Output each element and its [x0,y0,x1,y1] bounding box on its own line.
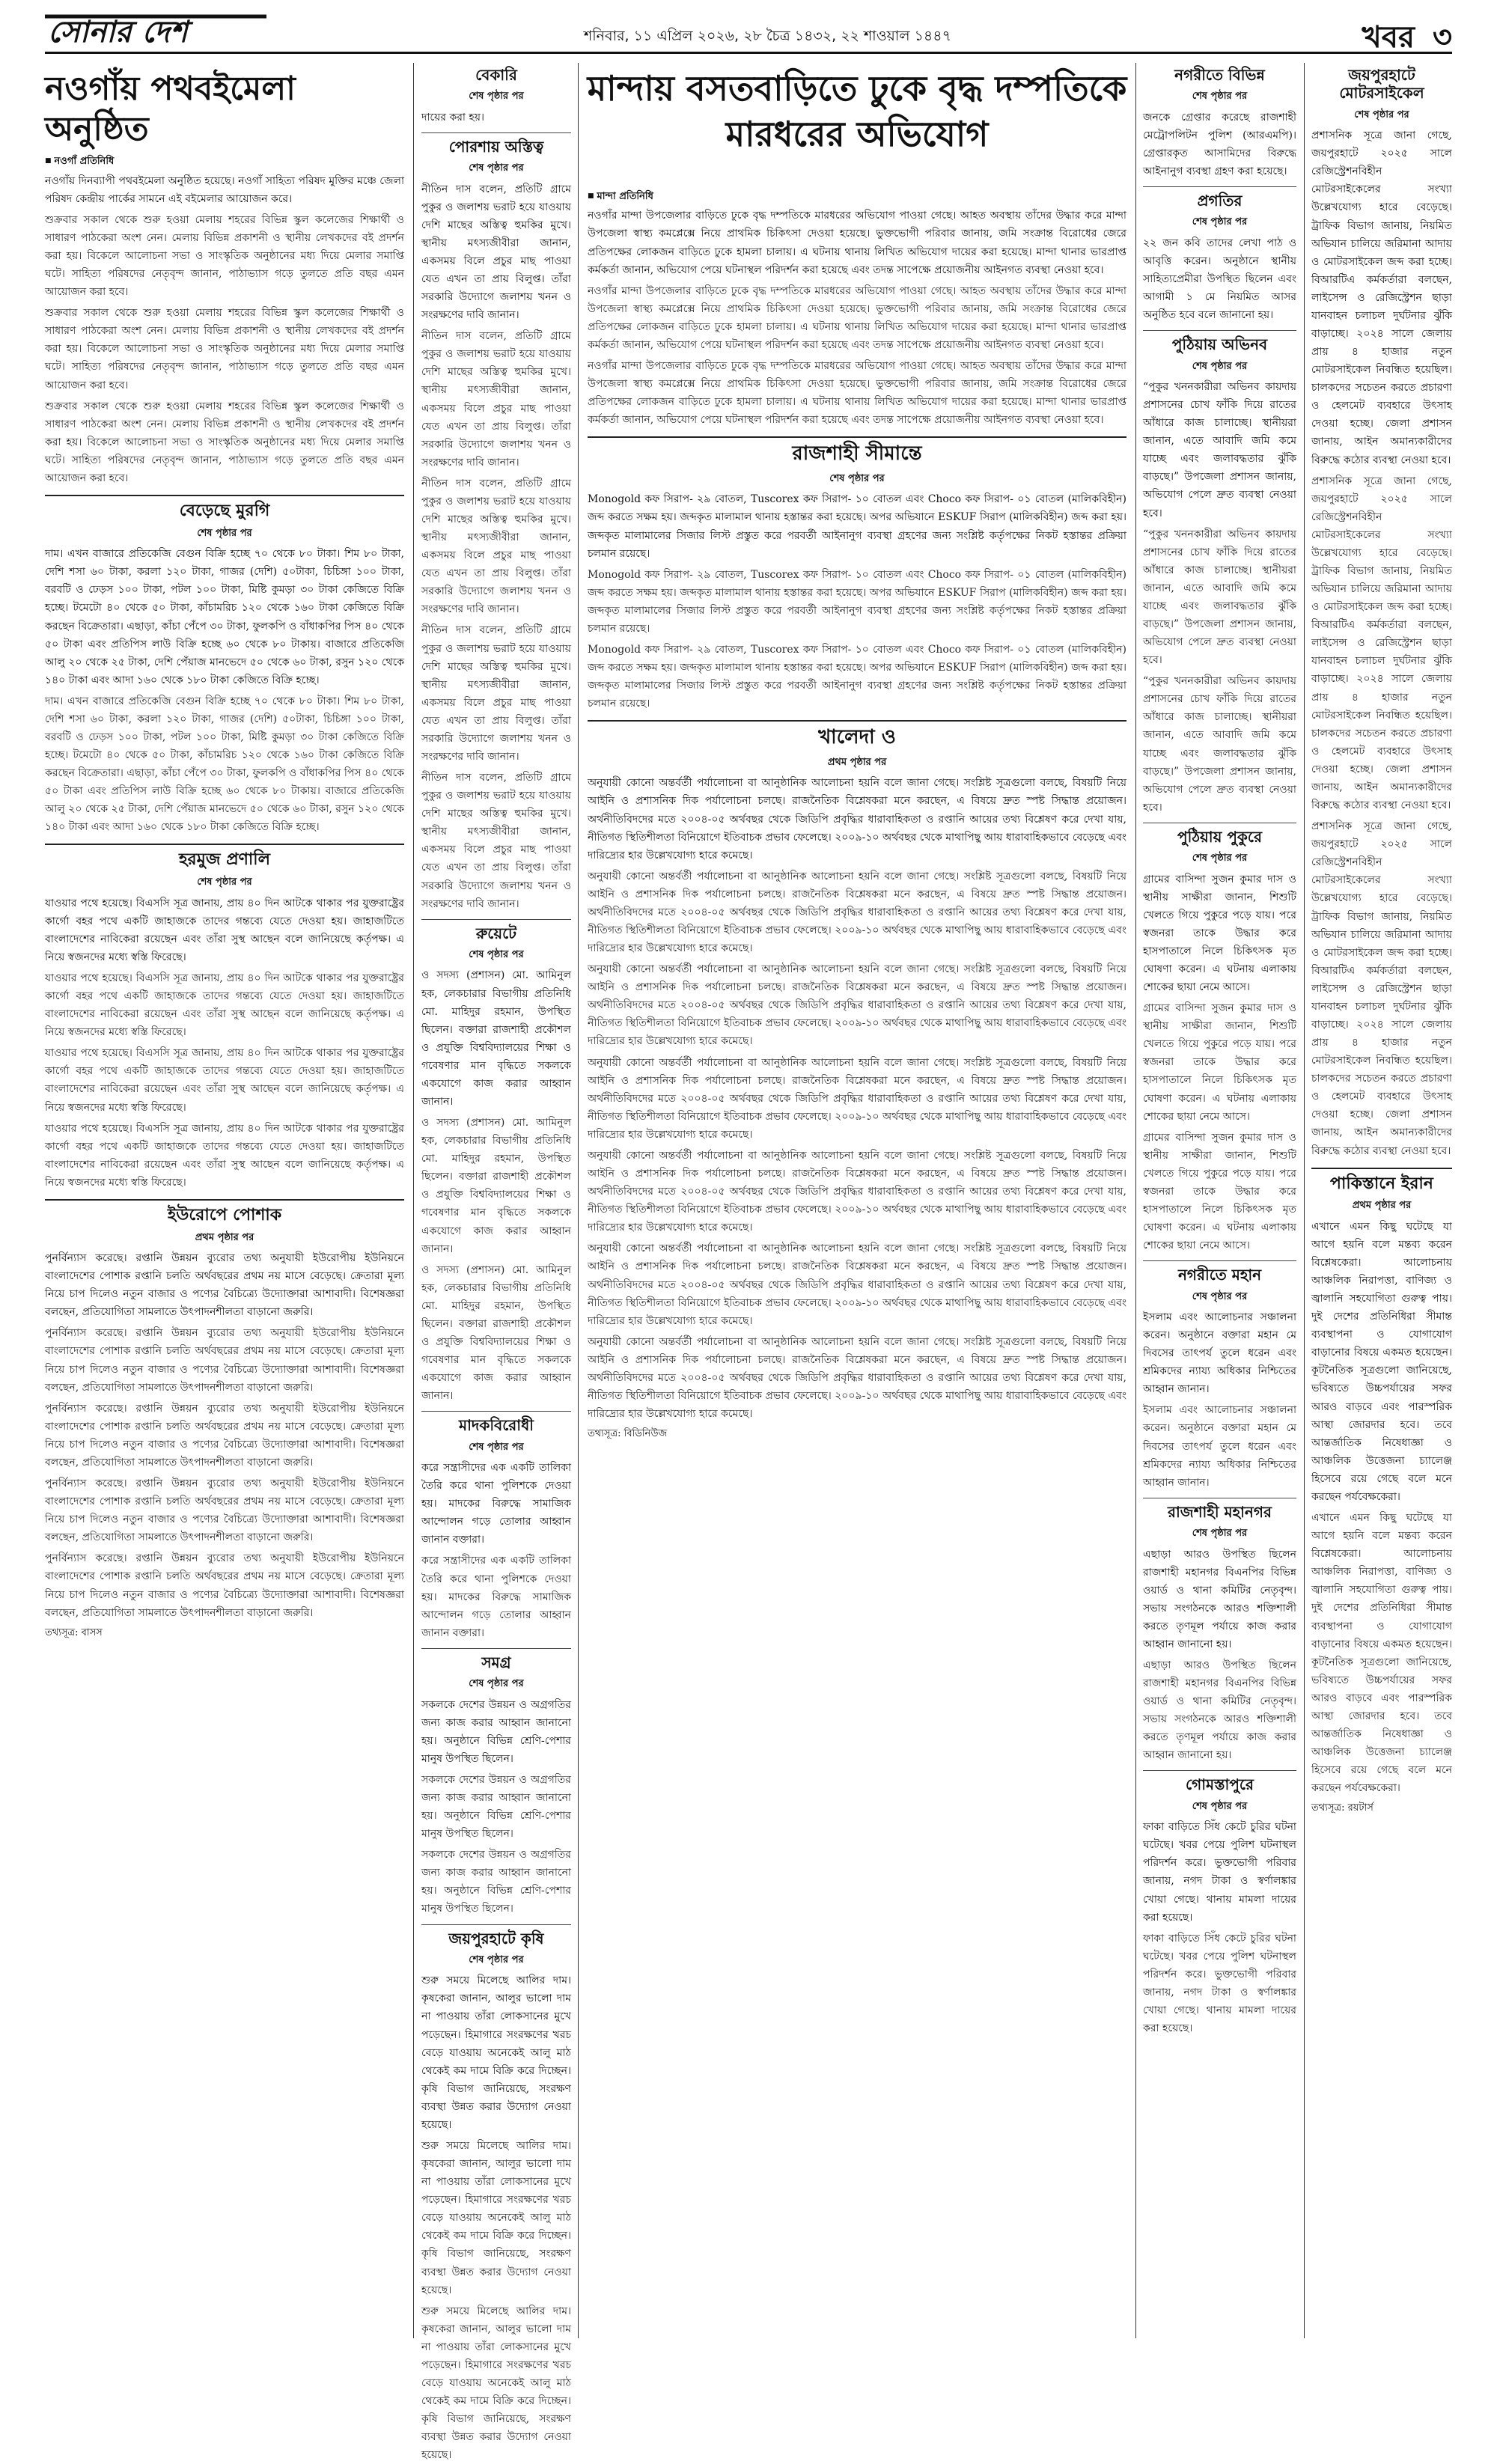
article-body: “পুকুর খননকারীরা অভিনব কায়দায় প্রশাসনের চোখ ফাঁকি দিয়ে রাতের আঁধারে কাজ চালাচ্ছে। স্থানীয়রা জানান, এতে আবাদি জমি কমে যাচ্ছে এবং জলাবদ্ধতার ঝুঁকি বাড়ছে।” উপজেলা প্রশাসন জানায়, অভিযোগ পেলে দ্রুত ব্যবস্থা নেওয়া হবে। [1143,380,1296,519]
article-body: সকলকে দেশের উন্নয়ন ও অগ্রগতির জন্য কাজ করার আহ্বান জানানো হয়। অনুষ্ঠানে বিভিন্ন শ্রেণি-পেশার মানুষ উপস্থিত ছিলেন। [421,1698,571,1765]
column-4 [1143,63,1296,2338]
article-body-continued: নীতিন দাস বলেন, প্রতিটি গ্রামে পুকুর ও জলাশয় ভরাট হয়ে যাওয়ায় দেশি মাছের অস্তিত্ব হুমকির মুখে। স্থানীয় মৎস্যজীবীরা জানান, একসময় বিলে প্রচুর মাছ পাওয়া যেত এখন তা প্রায় বিলুপ্ত। তাঁরা সরকারি উদ্যোগে জলাশয় খনন ও সংরক্ষণের দাবি জানান। [421,477,571,616]
continuation-note: শেষ পৃষ্ঠার পর [1192,1800,1248,1812]
article-body: দায়ের করা হয়। [421,111,485,123]
article-body-continued: গ্রামের বাসিন্দা সুজন কুমার দাস ও স্থানীয় সাক্ষীরা জানান, শিশুটি খেলতে গিয়ে পুকুরে পড়ে যায়। পরে স্বজনরা তাকে উদ্ধার করে হাসপাতালে নিলে চিকিৎসক মৃত ঘোষণা করেন। এ ঘটনায় এলাকায় শোকের ছায়া নেমে আসে। [1143,1002,1296,1123]
article-body-continued: শুরু সময়ে মিলেছে আলির দাম। কৃষকেরা জানান, আলুর ভালো দাম না পাওয়ায় তাঁরা লোকসানের মুখে পড়েছেন। হিমাগারে সংরক্ষণের খরচ বেড়ে যাওয়ায় অনেকেই আলু মাঠ থেকেই কম দামে বিক্রি করে দিচ্ছেন। কৃষি বিভাগ জানিয়েছে, সংরক্ষণ ব্যবস্থা উন্নত করার উদ্যোগ নেওয়া হয়েছে। [421,2140,571,2296]
section-divider [421,1648,571,1649]
article-body-continued: পুনর্বিন্যাস করেছে। রপ্তানি উন্নয়ন ব্যুরোর তথ্য অনুযায়ী ইউরোপীয় ইউনিয়নে বাংলাদেশের পোশাক রপ্তানি চলতি অর্থবছরের প্রথম নয় মাসে বেড়েছে। ক্রেতারা মূল্য নিয়ে চাপ দিলেও নতুন বাজার ও পণ্যের বৈচিত্র্যে উদ্যোক্তারা আশাবাদী। বিশেষজ্ঞরা বলছেন, প্রতিযোগিতা সামলাতে উৎপাদনশীলতা বাড়ানো জরুরি। [45,1552,404,1619]
article-body: প্রশাসনিক সূত্রে জানা গেছে, জয়পুরহাটে ২০২৫ সালে রেজিস্ট্রেশনবিহীন মোটরসাইকেলের সংখ্যা উল্লেখযোগ্য হারে বেড়েছে। ট্রাফিক বিভাগ জানায়, নিয়মিত অভিযান চালিয়ে জরিমানা আদায় ও মোটরসাইকেল জব্দ করা হচ্ছে। বিআরটিএ কর্মকর্তারা বলছেন, লাইসেন্স ও রেজিস্ট্রেশন ছাড়া যানবাহন চলাচল দুর্ঘটনার ঝুঁকি বাড়াচ্ছে। ২০২৪ সালে জেলায় প্রায় ৪ হাজার নতুন মোটরসাইকেল নিবন্ধিত হয়েছিল। চালকদের সচেতন করতে প্রচারণা ও হেলমেট ব্যবহারে উৎসাহ দেওয়া হচ্ছে। জেলা প্রশাসন জানায়, আইন অমান্যকারীদের বিরুদ্ধে কঠোর ব্যবস্থা নেওয়া হবে। [1311,129,1452,466]
article-headline-khaleda[interactable]: খালেদা ও [818,726,896,749]
logo-graphic [45,9,269,51]
article-body-continued: পুনর্বিন্যাস করেছে। রপ্তানি উন্নয়ন ব্যুরোর তথ্য অনুযায়ী ইউরোপীয় ইউনিয়নে বাংলাদেশের পোশাক রপ্তানি চলতি অর্থবছরের প্রথম নয় মাসে বেড়েছে। ক্রেতারা মূল্য নিয়ে চাপ দিলেও নতুন বাজার ও পণ্যের বৈচিত্র্যে উদ্যোক্তারা আশাবাদী। বিশেষজ্ঞরা বলছেন, প্রতিযোগিতা সামলাতে উৎপাদনশীলতা বাড়ানো জরুরি। [45,1327,404,1394]
article-body-continued: ইসলাম এবং আলোচনার সঞ্চালনা করেন। অনুষ্ঠানে বক্তারা মহান মে দিবসের তাৎপর্য তুলে ধরেন এবং শ্রমিকদের ন্যায্য অধিকার নিশ্চিতের আহ্বান জানান। [1143,1404,1296,1489]
article-body-continued: প্রশাসনিক সূত্রে জানা গেছে, জয়পুরহাটে ২০২৫ সালে রেজিস্ট্রেশনবিহীন মোটরসাইকেলের সংখ্যা উল্লেখযোগ্য হারে বেড়েছে। ট্রাফিক বিভাগ জানায়, নিয়মিত অভিযান চালিয়ে জরিমানা আদায় ও মোটরসাইকেল জব্দ করা হচ্ছে। বিআরটিএ কর্মকর্তারা বলছেন, লাইসেন্স ও রেজিস্ট্রেশন ছাড়া যানবাহন চলাচল দুর্ঘটনার ঝুঁকি বাড়াচ্ছে। ২০২৪ সালে জেলায় প্রায় ৪ হাজার নতুন মোটরসাইকেল নিবন্ধিত হয়েছিল। চালকদের সচেতন করতে প্রচারণা ও হেলমেট ব্যবহারে উৎসাহ দেওয়া হচ্ছে। জেলা প্রশাসন জানায়, আইন অমান্যকারীদের বিরুদ্ধে কঠোর ব্যবস্থা নেওয়া হবে। [1311,475,1452,812]
continuation-note: শেষ পৃষ্ঠার পর [1192,1290,1248,1302]
article-headline-murgi[interactable]: বেড়েছে মুরগি [179,501,270,521]
article-body-continued: Monogold কফ সিরাপ- ২৯ বোতল, Tuscorex কফ সিরাপ- ১০ বোতল এবং Choco কফ সিরাপ- ০১ বোতল (মালিকবিহীন) জব্দ করতে সক্ষম হয়। জব্দকৃত মালামাল থানায় হস্তান্তর করা হয়েছে। অপর অভিযানে ESKUF সিরাপ (মালিকবিহীন) জব্দ করা হয়। জব্দকৃত মালামালের সিজার লিস্ট প্রস্তুত করে পরবর্তী আইনানুগ ব্যবস্থা গ্রহণের জন্য সংশ্লিষ্ট কর্তৃপক্ষের নিকট হস্তান্তর প্রক্রিয়া চলমান রয়েছে। [588,568,1126,635]
article-body-continued: শুক্রবার সকাল থেকে শুরু হওয়া মেলায় শহরের বিভিন্ন স্কুল কলেজের শিক্ষার্থী ও সাধারণ পাঠকেরা অংশ নেন। মেলায় বিভিন্ন প্রকাশনী ও স্থানীয় লেখকদের বই প্রদর্শন করা হয়। বিকেলে আলোচনা সভা ও সাংস্কৃতিক অনুষ্ঠানের মধ্য দিয়ে মেলার সমাপ্তি ঘটে। সাহিত্য পরিষদের নেতৃবৃন্দ জানান, পাঠাভ্যাস গড়ে তুলতে প্রতি বছর এমন আয়োজন করা হবে। [45,307,404,391]
article-body: গ্রামের বাসিন্দা সুজন কুমার দাস ও স্থানীয় সাক্ষীরা জানান, শিশুটি খেলতে গিয়ে পুকুরে পড়ে যায়। পরে স্বজনরা তাকে উদ্ধার করে হাসপাতালে নিলে চিকিৎসক মৃত ঘোষণা করেন। এ ঘটনায় এলাকায় শোকের ছায়া নেমে আসে। [1143,873,1296,994]
article-body: নীতিন দাস বলেন, প্রতিটি গ্রামে পুকুর ও জলাশয় ভরাট হয়ে যাওয়ায় দেশি মাছের অস্তিত্ব হুমকির মুখে। স্থানীয় মৎস্যজীবীরা জানান, একসময় বিলে প্রচুর মাছ পাওয়া যেত এখন তা প্রায় বিলুপ্ত। তাঁরা সরকারি উদ্যোগে জলাশয় খনন ও সংরক্ষণের দাবি জানান। [421,183,571,322]
article-body-continued: নওগাঁর মান্দা উপজেলার বাড়িতে ঢুকে বৃদ্ধ দম্পতিকে মারধরের অভিযোগ পাওয়া গেছে। আহত অবস্থায় তাঁদের উদ্ধার করে মান্দা উপজেলা স্বাস্থ্য কমপ্লেক্সে নিয়ে প্রাথমিক চিকিৎসা দেওয়া হয়েছে। ভুক্তভোগী পরিবার জানায়, জমি সংক্রান্ত বিরোধের জেরে প্রতিপক্ষের লোকজন বাড়িতে ঢুকে হামলা চালায়। এ ঘটনায় থানায় লিখিত অভিযোগ দায়ের করা হয়েছে। মান্দা থানার ভারপ্রাপ্ত কর্মকর্তা জানান, অভিযোগ পেয়ে ঘটনাস্থল পরিদর্শন করা হয়েছে এবং তদন্ত সাপেক্ষে প্রয়োজনীয় আইনগত ব্যবস্থা নেওয়া হবে। [588,284,1126,351]
lead-headline[interactable]: মান্দায় বসতবাড়িতে ঢুকে বৃদ্ধ দম্পতিকে মারধরের অভিযোগ [587,68,1127,154]
article-body: করে সন্ত্রাসীদের এক একটি তালিকা তৈরি করে থানা পুলিশকে দেওয়া হয়। মাদকের বিরুদ্ধে সামাজিক আন্দোলন গড়ে তোলার আহ্বান জানান বক্তারা। [421,1462,571,1546]
page-number: ৩ [1432,20,1452,55]
article-headline-joypurhat-motorcycle[interactable]: জয়পুরহাটে মোটরসাইকেল [1339,66,1424,103]
section-divider [421,1924,571,1925]
article-body: শুক্রবার সকাল থেকে শুরু হওয়া মেলায় শহরের বিভিন্ন স্কুল কলেজের শিক্ষার্থী ও সাধারণ পাঠকেরা অংশ নেন। মেলায় বিভিন্ন প্রকাশনী ও স্থানীয় লেখকদের বই প্রদর্শন করা হয়। বিকেলে আলোচনা সভা ও সাংস্কৃতিক অনুষ্ঠানের মধ্য দিয়ে মেলার সমাপ্তি ঘটে। সাহিত্য পরিষদের নেতৃবৃন্দ জানান, পাঠাভ্যাস গড়ে তুলতে প্রতি বছর এমন আয়োজন করা হবে। [45,213,404,299]
article-headline-pothboimela[interactable]: নওগাঁয় পথবইমেলা অনুষ্ঠিত [45,70,296,148]
continuation-note: শেষ পৃষ্ঠার পর [829,473,885,485]
article-headline-porsha[interactable]: পোরশায় অস্তিত্ব [448,137,544,156]
continuation-note: শেষ পৃষ্ঠার পর [1192,1528,1248,1540]
continuation-note: শেষ পৃষ্ঠার পর [197,876,252,888]
article-byline: ■ নওগাঁ প্রতিনিধি [45,153,404,170]
section-divider [421,1411,571,1412]
article-body: ফাকা বাড়িতে সিঁধ কেটে চুরির ঘটনা ঘটেছে। খবর পেয়ে পুলিশ ঘটনাস্থল পরিদর্শন করে। ভুক্তভোগী পরিবার জানায়, নগদ টাকা ও স্বর্ণালঙ্কার খোয়া গেছে। থানায় মামলা দায়ের করা হয়েছে। [1143,1821,1296,1924]
article-source: তথ্যসূত্র: রয়টার্স [1311,1802,1373,1814]
column-rule [1304,63,1305,2338]
section-divider [588,436,1126,438]
article-headline-rajshahi-border[interactable]: রাজশাহী সীমান্তে [792,442,922,466]
article-body-continued: পুনর্বিন্যাস করেছে। রপ্তানি উন্নয়ন ব্যুরোর তথ্য অনুযায়ী ইউরোপীয় ইউনিয়নে বাংলাদেশের পোশাক রপ্তানি চলতি অর্থবছরের প্রথম নয় মাসে বেড়েছে। ক্রেতারা মূল্য নিয়ে চাপ দিলেও নতুন বাজার ও পণ্যের বৈচিত্র্যে উদ্যোক্তারা আশাবাদী। বিশেষজ্ঞরা বলছেন, প্রতিযোগিতা সামলাতে উৎপাদনশীলতা বাড়ানো জরুরি। [45,1402,404,1469]
lead-article [588,187,1126,2338]
article-source: তথ্যসূত্র: বাসস [45,1626,103,1638]
article-body: জনকে গ্রেপ্তার করেছে রাজশাহী মেট্রোপলিটন পুলিশ (আরএমপি)। গ্রেপ্তারকৃত আসামিদের বিরুদ্ধে আইনানুগ ব্যবস্থা গ্রহণ করা হয়েছে। [1143,111,1296,177]
article-body-continued: অনুযায়ী কোনো অন্তর্বর্তী পর্যালোচনা বা আনুষ্ঠানিক আলোচনা হয়নি বলে জানা গেছে। সংশ্লিষ্ট সূত্রগুলো বলছে, বিষয়টি নিয়ে আইনি ও প্রশাসনিক দিক পর্যালোচনা চলছে। রাজনৈতিক বিশ্লেষকরা মনে করছেন, এ বিষয়ে দ্রুত স্পষ্ট সিদ্ধান্ত প্রয়োজন। অর্থনীতিবিদদের মতে ২০০৪-০৫ অর্থবছর থেকে জিডিপি প্রবৃদ্ধির ধারাবাহিকতা ও রপ্তানি আয়ের তথ্য বিশ্লেষণ করে দেখা যায়, নীতিগত স্থিতিশীলতা বিনিয়োগে ইতিবাচক প্রভাব ফেলেছে। ২০০৯-১০ অর্থবছর থেকে মাথাপিছু আয় ধারাবাহিকভাবে বেড়েছে এবং দারিদ্র্যের হার উল্লেখযোগ্য হারে কমেছে। [588,1056,1126,1141]
article-headline-gomostapur[interactable]: গোমস্তাপুরে [1186,1775,1254,1794]
section-name: খবর [1362,20,1415,55]
section-divider [1143,330,1296,331]
continuation-note: শেষ পৃষ্ঠার পর [197,527,252,539]
continuation-note: প্রথম পৃষ্ঠার পর [827,757,887,769]
logo-text: সোনার দেশ [48,15,188,49]
column-rule [1135,63,1136,2338]
article-byline: ■ মান্দা প্রতিনিধি [588,189,1126,205]
article-body: এখানে এমন কিছু ঘটেছে যা আগে হয়নি বলে মন্তব্য করেন বিশ্লেষকেরা। আলোচনায় আঞ্চলিক নিরাপত্তা, বাণিজ্য ও জ্বালানি সহযোগিতা গুরুত্ব পায়। দুই দেশের প্রতিনিধিরা সীমান্ত ব্যবস্থাপনা ও যোগাযোগ বাড়ানোর বিষয়ে একমত হয়েছেন। কূটনৈতিক সূত্রগুলো জানিয়েছে, ভবিষ্যতে উচ্চপর্যায়ের সফর আরও বাড়বে এবং পারস্পরিক আস্থা জোরদার হবে। তবে আন্তর্জাতিক নিষেধাজ্ঞা ও আঞ্চলিক উত্তেজনা চ্যালেঞ্জ হিসেবে রয়ে গেছে বলে মনে করছেন পর্যবেক্ষকেরা। [1311,1220,1452,1503]
section-divider [45,1199,404,1201]
continuation-note: শেষ পৃষ্ঠার পর [469,949,524,961]
article-body: অনুযায়ী কোনো অন্তর্বর্তী পর্যালোচনা বা আনুষ্ঠানিক আলোচনা হয়নি বলে জানা গেছে। সংশ্লিষ্ট সূত্রগুলো বলছে, বিষয়টি নিয়ে আইনি ও প্রশাসনিক দিক পর্যালোচনা চলছে। রাজনৈতিক বিশ্লেষকরা মনে করছেন, এ বিষয়ে দ্রুত স্পষ্ট সিদ্ধান্ত প্রয়োজন। অর্থনীতিবিদদের মতে ২০০৪-০৫ অর্থবছর থেকে জিডিপি প্রবৃদ্ধির ধারাবাহিকতা ও রপ্তানি আয়ের তথ্য বিশ্লেষণ করে দেখা যায়, নীতিগত স্থিতিশীলতা বিনিয়োগে ইতিবাচক প্রভাব ফেলেছে। ২০০৯-১০ অর্থবছর থেকে মাথাপিছু আয় ধারাবাহিকভাবে বেড়েছে এবং দারিদ্র্যের হার উল্লেখযোগ্য হারে কমেছে। [588,777,1126,862]
article-body-continued: এছাড়া আরও উপস্থিত ছিলেন রাজশাহী মহানগর বিএনপির বিভিন্ন ওয়ার্ড ও থানা কমিটির নেতৃবৃন্দ। সভায় সংগঠনকে আরও শক্তিশালী করতে তৃণমূল পর্যায়ে কাজ করার আহ্বান জানানো হয়। [1143,1659,1296,1762]
article-body-continued: ফাকা বাড়িতে সিঁধ কেটে চুরির ঘটনা ঘটেছে। খবর পেয়ে পুলিশ ঘটনাস্থল পরিদর্শন করে। ভুক্তভোগী পরিবার জানায়, নগদ টাকা ও স্বর্ণালঙ্কার খোয়া গেছে। থানায় মামলা দায়ের করা হয়েছে। [1143,1932,1296,2035]
continuation-note: শেষ পৃষ্ঠার পর [469,162,524,174]
article-body-continued: শুরু সময়ে মিলেছে আলির দাম। কৃষকেরা জানান, আলুর ভালো দাম না পাওয়ায় তাঁরা লোকসানের মুখে পড়েছেন। হিমাগারে সংরক্ষণের খরচ বেড়ে যাওয়ায় অনেকেই আলু মাঠ থেকেই কম দামে বিক্রি করে দিচ্ছেন। কৃষি বিভাগ জানিয়েছে, সংরক্ষণ ব্যবস্থা উন্নত করার উদ্যোগ নেওয়া হয়েছে। [421,2305,571,2462]
article-body-continued: “পুকুর খননকারীরা অভিনব কায়দায় প্রশাসনের চোখ ফাঁকি দিয়ে রাতের আঁধারে কাজ চালাচ্ছে। স্থানীয়রা জানান, এতে আবাদি জমি কমে যাচ্ছে এবং জলাবদ্ধতার ঝুঁকি বাড়ছে।” উপজেলা প্রশাসন জানায়, অভিযোগ পেলে দ্রুত ব্যবস্থা নেওয়া হবে। [1143,528,1296,667]
article-body: পুনর্বিন্যাস করেছে। রপ্তানি উন্নয়ন ব্যুরোর তথ্য অনুযায়ী ইউরোপীয় ইউনিয়নে বাংলাদেশের পোশাক রপ্তানি চলতি অর্থবছরের প্রথম নয় মাসে বেড়েছে। ক্রেতারা মূল্য নিয়ে চাপ দিলেও নতুন বাজার ও পণ্যের বৈচিত্র্যে উদ্যোক্তারা আশাবাদী। বিশেষজ্ঞরা বলছেন, প্রতিযোগিতা সামলাতে উৎপাদনশীলতা বাড়ানো জরুরি। [45,1252,404,1319]
section-divider [1311,1168,1452,1169]
article-headline-puthia-pukur[interactable]: পুঠিয়ায় পুকুরে [1177,827,1262,846]
article-headline-hormuz[interactable]: হরমুজ প্রণালি [178,850,270,870]
article-body-continued: নওগাঁর মান্দা উপজেলার বাড়িতে ঢুকে বৃদ্ধ দম্পতিকে মারধরের অভিযোগ পাওয়া গেছে। আহত অবস্থায় তাঁদের উদ্ধার করে মান্দা উপজেলা স্বাস্থ্য কমপ্লেক্সে নিয়ে প্রাথমিক চিকিৎসা দেওয়া হয়েছে। ভুক্তভোগী পরিবার জানায়, জমি সংক্রান্ত বিরোধের জেরে প্রতিপক্ষের লোকজন বাড়িতে ঢুকে হামলা চালায়। এ ঘটনায় থানায় লিখিত অভিযোগ দায়ের করা হয়েছে। মান্দা থানার ভারপ্রাপ্ত কর্মকর্তা জানান, অভিযোগ পেয়ে ঘটনাস্থল পরিদর্শন করা হয়েছে এবং তদন্ত সাপেক্ষে প্রয়োজনীয় আইনগত ব্যবস্থা নেওয়া হবে। [588,359,1126,427]
lead-headline-block [580,63,1134,183]
article-body-continued: যাওয়ার পথে হয়েছে। বিএসসি সূত্র জানায়, প্রায় ৪০ দিন আটকে থাকার পর যুক্তরাষ্ট্রের কার্গো বহর পথে একটি জাহাজকে তাদের গন্তব্যে যেতে দেওয়া হয়। জাহাজটিতে বাংলাদেশের নাবিকেরা রয়েছেন এবং তাঁরা সুস্থ আছেন বলে জানিয়েছে কর্তৃপক্ষ। এ নিয়ে স্বজনদের মধ্যে স্বস্তি ফিরেছে। [45,1122,404,1189]
column-1 [45,63,404,2338]
article-body-continued: ও সদস্য (প্রশাসন) মো. আমিনুল হক, লেকচারার বিভাগীয় প্রতিনিধি মো. মাহিদুর রহমান, উপস্থিত ছিলেন। বক্তারা রাজশাহী প্রকৌশল ও প্রযুক্তি বিশ্ববিদ্যালয়ের শিক্ষা ও গবেষণার মান বৃদ্ধিতে সকলকে একযোগে কাজ করার আহ্বান জানান। [421,1117,571,1255]
article-body-continued: শুক্রবার সকাল থেকে শুরু হওয়া মেলায় শহরের বিভিন্ন স্কুল কলেজের শিক্ষার্থী ও সাধারণ পাঠকেরা অংশ নেন। মেলায় বিভিন্ন প্রকাশনী ও স্থানীয় লেখকদের বই প্রদর্শন করা হয়। বিকেলে আলোচনা সভা ও সাংস্কৃতিক অনুষ্ঠানের মধ্য দিয়ে মেলার সমাপ্তি ঘটে। সাহিত্য পরিষদের নেতৃবৃন্দ জানান, পাঠাভ্যাস গড়ে তুলতে প্রতি বছর এমন আয়োজন করা হবে। [45,400,404,484]
article-headline-anti-drug[interactable]: মাদকবিরোধী [458,1416,534,1435]
article-body: শুরু সময়ে মিলেছে আলির দাম। কৃষকেরা জানান, আলুর ভালো দাম না পাওয়ায় তাঁরা লোকসানের মুখে পড়েছেন। হিমাগারে সংরক্ষণের খরচ বেড়ে যাওয়ায় অনেকেই আলু মাঠ থেকেই কম দামে বিক্রি করে দিচ্ছেন। কৃষি বিভাগ জানিয়েছে, সংরক্ষণ ব্যবস্থা উন্নত করার উদ্যোগ নেওয়া হয়েছে। [421,1974,571,2131]
article-body-continued: পুনর্বিন্যাস করেছে। রপ্তানি উন্নয়ন ব্যুরোর তথ্য অনুযায়ী ইউরোপীয় ইউনিয়নে বাংলাদেশের পোশাক রপ্তানি চলতি অর্থবছরের প্রথম নয় মাসে বেড়েছে। ক্রেতারা মূল্য নিয়ে চাপ দিলেও নতুন বাজার ও পণ্যের বৈচিত্র্যে উদ্যোক্তারা আশাবাদী। বিশেষজ্ঞরা বলছেন, প্রতিযোগিতা সামলাতে উৎপাদনশীলতা বাড়ানো জরুরি। [45,1478,404,1544]
column-rule [578,63,579,2338]
article-headline-puthia-obhinob[interactable]: পুঠিয়ায় অভিনব [1171,335,1268,354]
section-divider [45,495,404,496]
article-body: ইসলাম এবং আলোচনার সঞ্চালনা করেন। অনুষ্ঠানে বক্তারা মহান মে দিবসের তাৎপর্য তুলে ধরেন এবং শ্রমিকদের ন্যায্য অধিকার নিশ্চিতের আহ্বান জানান। [1143,1311,1296,1396]
article-body-continued: প্রশাসনিক সূত্রে জানা গেছে, জয়পুরহাটে ২০২৫ সালে রেজিস্ট্রেশনবিহীন মোটরসাইকেলের সংখ্যা উল্লেখযোগ্য হারে বেড়েছে। ট্রাফিক বিভাগ জানায়, নিয়মিত অভিযান চালিয়ে জরিমানা আদায় ও মোটরসাইকেল জব্দ করা হচ্ছে। বিআরটিএ কর্মকর্তারা বলছেন, লাইসেন্স ও রেজিস্ট্রেশন ছাড়া যানবাহন চলাচল দুর্ঘটনার ঝুঁকি বাড়াচ্ছে। ২০২৪ সালে জেলায় প্রায় ৪ হাজার নতুন মোটরসাইকেল নিবন্ধিত হয়েছিল। চালকদের সচেতন করতে প্রচারণা ও হেলমেট ব্যবহারে উৎসাহ দেওয়া হচ্ছে। জেলা প্রশাসন জানায়, আইন অমান্যকারীদের বিরুদ্ধে কঠোর ব্যবস্থা নেওয়া হবে। [1311,820,1452,1157]
continuation-note: শেষ পৃষ্ঠার পর [1192,853,1248,864]
article-body-continued: অনুযায়ী কোনো অন্তর্বর্তী পর্যালোচনা বা আনুষ্ঠানিক আলোচনা হয়নি বলে জানা গেছে। সংশ্লিষ্ট সূত্রগুলো বলছে, বিষয়টি নিয়ে আইনি ও প্রশাসনিক দিক পর্যালোচনা চলছে। রাজনৈতিক বিশ্লেষকরা মনে করছেন, এ বিষয়ে দ্রুত স্পষ্ট সিদ্ধান্ত প্রয়োজন। অর্থনীতিবিদদের মতে ২০০৪-০৫ অর্থবছর থেকে জিডিপি প্রবৃদ্ধির ধারাবাহিকতা ও রপ্তানি আয়ের তথ্য বিশ্লেষণ করে দেখা যায়, নীতিগত স্থিতিশীলতা বিনিয়োগে ইতিবাচক প্রভাব ফেলেছে। ২০০৯-১০ অর্থবছর থেকে মাথাপিছু আয় ধারাবাহিকভাবে বেড়েছে এবং দারিদ্র্যের হার উল্লেখযোগ্য হারে কমেছে। [588,963,1126,1048]
article-headline-joypurhat-krishi[interactable]: জয়পুরহাটে কৃষি [448,1929,544,1948]
issue-date: শনিবার, ১১ এপ্রিল ২০২৬, ২৮ চৈত্র ১৪৩২, ২২ শাওয়াল ১৪৪৭ [584,28,951,44]
newspaper-logo [45,9,269,51]
section-divider [421,919,571,920]
article-body: যাওয়ার পথে হয়েছে। বিএসসি সূত্র জানায়, প্রায় ৪০ দিন আটকে থাকার পর যুক্তরাষ্ট্রের কার্গো বহর পথে একটি জাহাজকে তাদের গন্তব্যে যেতে দেওয়া হয়। জাহাজটিতে বাংলাদেশের নাবিকেরা রয়েছেন এবং তাঁরা সুস্থ আছেন বলে জানিয়েছে কর্তৃপক্ষ। এ নিয়ে স্বজনদের মধ্যে স্বস্তি ফিরেছে। [45,897,404,963]
column-5 [1311,63,1452,2338]
article-headline-somogro[interactable]: সমগ্র [481,1653,511,1671]
continuation-note: শেষ পৃষ্ঠার পর [1192,360,1248,372]
section-divider [1143,186,1296,187]
article-headline-nagari-bibhinno[interactable]: নগরীতে বিভিন্ন [1174,66,1265,84]
article-body-continued: সকলকে দেশের উন্নয়ন ও অগ্রগতির জন্য কাজ করার আহ্বান জানানো হয়। অনুষ্ঠানে বিভিন্ন শ্রেণি-পেশার মানুষ উপস্থিত ছিলেন। [421,1773,571,1841]
article-headline-pakistan-iran[interactable]: পাকিস্তানে ইরান [1330,1173,1433,1193]
continuation-note: শেষ পৃষ্ঠার পর [1354,109,1409,121]
article-body-continued: নীতিন দাস বলেন, প্রতিটি গ্রামে পুকুর ও জলাশয় ভরাট হয়ে যাওয়ায় দেশি মাছের অস্তিত্ব হুমকির মুখে। স্থানীয় মৎস্যজীবীরা জানান, একসময় বিলে প্রচুর মাছ পাওয়া যেত এখন তা প্রায় বিলুপ্ত। তাঁরা সরকারি উদ্যোগে জলাশয় খনন ও সংরক্ষণের দাবি জানান। [421,330,571,469]
continuation-note: প্রথম পৃষ্ঠার পর [195,1231,254,1243]
section-divider [1143,1260,1296,1261]
article-body-continued: নীতিন দাস বলেন, প্রতিটি গ্রামে পুকুর ও জলাশয় ভরাট হয়ে যাওয়ায় দেশি মাছের অস্তিত্ব হুমকির মুখে। স্থানীয় মৎস্যজীবীরা জানান, একসময় বিলে প্রচুর মাছ পাওয়া যেত এখন তা প্রায় বিলুপ্ত। তাঁরা সরকারি উদ্যোগে জলাশয় খনন ও সংরক্ষণের দাবি জানান। [421,624,571,763]
article-body-continued: দাম। এখন বাজারে প্রতিকেজি বেগুন বিক্রি হচ্ছে ৭০ থেকে ৮০ টাকা। শিম ৮০ টাকা, দেশি শসা ৬০ টাকা, করলা ১২০ টাকা, গাজর (দেশি) ৫০টাকা, চিচিঙ্গা ১০০ টাকা, বরবটি ও ঢেড়স ১০০ টাকা, পটল ১০০ টাকা, মিষ্টি কুমড়া ৩০ টাকা কেজিতে বিক্রি হচ্ছে। টমেটো ৪০ থেকে ৫০ টাকা, কাঁচামরিচ ১২০ থেকে ১৬০ টাকা কেজিতে বিক্রি করছেন বিক্রেতারা। এছাড়া, কাঁচা পেঁপে ৩০ টাকা, ফুলকপি ও বাঁধাকপির পিস ৪০ থেকে ৫০ টাকা এবং প্রতিপিস লাউ বিক্রি হচ্ছে ৬০ থেকে ৮০ টাকায়। বাজারে প্রতিকেজি আলু ২০ থেকে ২৫ টাকা, দেশি পেঁয়াজ মানভেদে ৫০ থেকে ৬০ টাকা, রসুন ১২০ থেকে ১৪০ টাকা এবং আদা ১৬০ থেকে ১৮০ টাকা কেজিতে বিক্রি হচ্ছে। [45,695,404,834]
article-body-continued: অনুযায়ী কোনো অন্তর্বর্তী পর্যালোচনা বা আনুষ্ঠানিক আলোচনা হয়নি বলে জানা গেছে। সংশ্লিষ্ট সূত্রগুলো বলছে, বিষয়টি নিয়ে আইনি ও প্রশাসনিক দিক পর্যালোচনা চলছে। রাজনৈতিক বিশ্লেষকরা মনে করছেন, এ বিষয়ে দ্রুত স্পষ্ট সিদ্ধান্ত প্রয়োজন। অর্থনীতিবিদদের মতে ২০০৪-০৫ অর্থবছর থেকে জিডিপি প্রবৃদ্ধির ধারাবাহিকতা ও রপ্তানি আয়ের তথ্য বিশ্লেষণ করে দেখা যায়, নীতিগত স্থিতিশীলতা বিনিয়োগে ইতিবাচক প্রভাব ফেলেছে। ২০০৯-১০ অর্থবছর থেকে মাথাপিছু আয় ধারাবাহিকভাবে বেড়েছে এবং দারিদ্র্যের হার উল্লেখযোগ্য হারে কমেছে। [588,1242,1126,1327]
continuation-note: শেষ পৃষ্ঠার পর [469,1678,524,1690]
section-divider [588,720,1126,722]
article-body-continued: যাওয়ার পথে হয়েছে। বিএসসি সূত্র জানায়, প্রায় ৪০ দিন আটকে থাকার পর যুক্তরাষ্ট্রের কার্গো বহর পথে একটি জাহাজকে তাদের গন্তব্যে যেতে দেওয়া হয়। জাহাজটিতে বাংলাদেশের নাবিকেরা রয়েছেন এবং তাঁরা সুস্থ আছেন বলে জানিয়েছে কর্তৃপক্ষ। এ নিয়ে স্বজনদের মধ্যে স্বস্তি ফিরেছে। [45,1047,404,1114]
continuation-note: শেষ পৃষ্ঠার পর [469,1441,524,1453]
article-headline-bakery[interactable]: বেকারি [475,66,517,84]
article-body: এছাড়া আরও উপস্থিত ছিলেন রাজশাহী মহানগর বিএনপির বিভিন্ন ওয়ার্ড ও থানা কমিটির নেতৃবৃন্দ। সভায় সংগঠনকে আরও শক্তিশালী করতে তৃণমূল পর্যায়ে কাজ করার আহ্বান জানানো হয়। [1143,1548,1296,1650]
article-headline-rajshahi-mohanagar[interactable]: রাজশাহী মহানগর [1168,1502,1272,1521]
article-body-continued: Monogold কফ সিরাপ- ২৯ বোতল, Tuscorex কফ সিরাপ- ১০ বোতল এবং Choco কফ সিরাপ- ০১ বোতল (মালিকবিহীন) জব্দ করতে সক্ষম হয়। জব্দকৃত মালামাল থানায় হস্তান্তর করা হয়েছে। অপর অভিযানে ESKUF সিরাপ (মালিকবিহীন) জব্দ করা হয়। জব্দকৃত মালামালের সিজার লিস্ট প্রস্তুত করে পরবর্তী আইনানুগ ব্যবস্থা গ্রহণের জন্য সংশ্লিষ্ট কর্তৃপক্ষের নিকট হস্তান্তর প্রক্রিয়া চলমান রয়েছে। [588,644,1126,710]
article-body-continued: অনুযায়ী কোনো অন্তর্বর্তী পর্যালোচনা বা আনুষ্ঠানিক আলোচনা হয়নি বলে জানা গেছে। সংশ্লিষ্ট সূত্রগুলো বলছে, বিষয়টি নিয়ে আইনি ও প্রশাসনিক দিক পর্যালোচনা চলছে। রাজনৈতিক বিশ্লেষকরা মনে করছেন, এ বিষয়ে দ্রুত স্পষ্ট সিদ্ধান্ত প্রয়োজন। অর্থনীতিবিদদের মতে ২০০৪-০৫ অর্থবছর থেকে জিডিপি প্রবৃদ্ধির ধারাবাহিকতা ও রপ্তানি আয়ের তথ্য বিশ্লেষণ করে দেখা যায়, নীতিগত স্থিতিশীলতা বিনিয়োগে ইতিবাচক প্রভাব ফেলেছে। ২০০৯-১০ অর্থবছর থেকে মাথাপিছু আয় ধারাবাহিকভাবে বেড়েছে এবং দারিদ্র্যের হার উল্লেখযোগ্য হারে কমেছে। [588,870,1126,955]
article-body: ও সদস্য (প্রশাসন) মো. আমিনুল হক, লেকচারার বিভাগীয় প্রতিনিধি মো. মাহিদুর রহমান, উপস্থিত ছিলেন। বক্তারা রাজশাহী প্রকৌশল ও প্রযুক্তি বিশ্ববিদ্যালয়ের শিক্ষা ও গবেষণার মান বৃদ্ধিতে সকলকে একযোগে কাজ করার আহ্বান জানান। [421,969,571,1108]
article-body-continued: যাওয়ার পথে হয়েছে। বিএসসি সূত্র জানায়, প্রায় ৪০ দিন আটকে থাকার পর যুক্তরাষ্ট্রের কার্গো বহর পথে একটি জাহাজকে তাদের গন্তব্যে যেতে দেওয়া হয়। জাহাজটিতে বাংলাদেশের নাবিকেরা রয়েছেন এবং তাঁরা সুস্থ আছেন বলে জানিয়েছে কর্তৃপক্ষ। এ নিয়ে স্বজনদের মধ্যে স্বস্তি ফিরেছে। [45,972,404,1039]
continuation-note: প্রথম পৃষ্ঠার পর [1352,1200,1412,1212]
article-body: নওগাঁর মান্দা উপজেলার বাড়িতে ঢুকে বৃদ্ধ দম্পতিকে মারধরের অভিযোগ পাওয়া গেছে। আহত অবস্থায় তাঁদের উদ্ধার করে মান্দা উপজেলা স্বাস্থ্য কমপ্লেক্সে নিয়ে প্রাথমিক চিকিৎসা দেওয়া হয়েছে। ভুক্তভোগী পরিবার জানায়, জমি সংক্রান্ত বিরোধের জেরে প্রতিপক্ষের লোকজন বাড়িতে ঢুকে হামলা চালায়। এ ঘটনায় থানায় লিখিত অভিযোগ দায়ের করা হয়েছে। মান্দা থানার ভারপ্রাপ্ত কর্মকর্তা জানান, অভিযোগ পেয়ে ঘটনাস্থল পরিদর্শন করা হয়েছে এবং তদন্ত সাপেক্ষে প্রয়োজনীয় আইনগত ব্যবস্থা নেওয়া হবে। [588,210,1126,276]
article-body-continued: এখানে এমন কিছু ঘটেছে যা আগে হয়নি বলে মন্তব্য করেন বিশ্লেষকেরা। আলোচনায় আঞ্চলিক নিরাপত্তা, বাণিজ্য ও জ্বালানি সহযোগিতা গুরুত্ব পায়। দুই দেশের প্রতিনিধিরা সীমান্ত ব্যবস্থাপনা ও যোগাযোগ বাড়ানোর বিষয়ে একমত হয়েছেন। কূটনৈতিক সূত্রগুলো জানিয়েছে, ভবিষ্যতে উচ্চপর্যায়ের সফর আরও বাড়বে এবং পারস্পরিক আস্থা জোরদার হবে। তবে আন্তর্জাতিক নিষেধাজ্ঞা ও আঞ্চলিক উত্তেজনা চ্যালেঞ্জ হিসেবে রয়ে গেছে বলে মনে করছেন পর্যবেক্ষকেরা। [1311,1512,1452,1795]
article-body-continued: নীতিন দাস বলেন, প্রতিটি গ্রামে পুকুর ও জলাশয় ভরাট হয়ে যাওয়ায় দেশি মাছের অস্তিত্ব হুমকির মুখে। স্থানীয় মৎস্যজীবীরা জানান, একসময় বিলে প্রচুর মাছ পাওয়া যেত এখন তা প্রায় বিলুপ্ত। তাঁরা সরকারি উদ্যোগে জলাশয় খনন ও সংরক্ষণের দাবি জানান। [421,772,571,910]
section-label [1362,13,1452,64]
article-body-continued: “পুকুর খননকারীরা অভিনব কায়দায় প্রশাসনের চোখ ফাঁকি দিয়ে রাতের আঁধারে কাজ চালাচ্ছে। স্থানীয়রা জানান, এতে আবাদি জমি কমে যাচ্ছে এবং জলাবদ্ধতার ঝুঁকি বাড়ছে।” উপজেলা প্রশাসন জানায়, অভিযোগ পেলে দ্রুত ব্যবস্থা নেওয়া হবে। [1143,675,1296,814]
section-divider [421,132,571,133]
continuation-note: শেষ পৃষ্ঠার পর [469,91,524,103]
article-body-continued: অনুযায়ী কোনো অন্তর্বর্তী পর্যালোচনা বা আনুষ্ঠানিক আলোচনা হয়নি বলে জানা গেছে। সংশ্লিষ্ট সূত্রগুলো বলছে, বিষয়টি নিয়ে আইনি ও প্রশাসনিক দিক পর্যালোচনা চলছে। রাজনৈতিক বিশ্লেষকরা মনে করছেন, এ বিষয়ে দ্রুত স্পষ্ট সিদ্ধান্ত প্রয়োজন। অর্থনীতিবিদদের মতে ২০০৪-০৫ অর্থবছর থেকে জিডিপি প্রবৃদ্ধির ধারাবাহিকতা ও রপ্তানি আয়ের তথ্য বিশ্লেষণ করে দেখা যায়, নীতিগত স্থিতিশীলতা বিনিয়োগে ইতিবাচক প্রভাব ফেলেছে। ২০০৯-১০ অর্থবছর থেকে মাথাপিছু আয় ধারাবাহিকভাবে বেড়েছে এবং দারিদ্র্যের হার উল্লেখযোগ্য হারে কমেছে। [588,1335,1126,1421]
article-body-continued: অনুযায়ী কোনো অন্তর্বর্তী পর্যালোচনা বা আনুষ্ঠানিক আলোচনা হয়নি বলে জানা গেছে। সংশ্লিষ্ট সূত্রগুলো বলছে, বিষয়টি নিয়ে আইনি ও প্রশাসনিক দিক পর্যালোচনা চলছে। রাজনৈতিক বিশ্লেষকরা মনে করছেন, এ বিষয়ে দ্রুত স্পষ্ট সিদ্ধান্ত প্রয়োজন। অর্থনীতিবিদদের মতে ২০০৪-০৫ অর্থবছর থেকে জিডিপি প্রবৃদ্ধির ধারাবাহিকতা ও রপ্তানি আয়ের তথ্য বিশ্লেষণ করে দেখা যায়, নীতিগত স্থিতিশীলতা বিনিয়োগে ইতিবাচক প্রভাব ফেলেছে। ২০০৯-১০ অর্থবছর থেকে মাথাপিছু আয় ধারাবাহিকভাবে বেড়েছে এবং দারিদ্র্যের হার উল্লেখযোগ্য হারে কমেছে। [588,1149,1126,1234]
continuation-note: শেষ পৃষ্ঠার পর [469,1954,524,1966]
continuation-note: শেষ পৃষ্ঠার পর [1192,91,1248,103]
article-body-continued: ও সদস্য (প্রশাসন) মো. আমিনুল হক, লেকচারার বিভাগীয় প্রতিনিধি মো. মাহিদুর রহমান, উপস্থিত ছিলেন। বক্তারা রাজশাহী প্রকৌশল ও প্রযুক্তি বিশ্ববিদ্যালয়ের শিক্ষা ও গবেষণার মান বৃদ্ধিতে সকলকে একযোগে কাজ করার আহ্বান জানান। [421,1263,571,1403]
article-body: দাম। এখন বাজারে প্রতিকেজি বেগুন বিক্রি হচ্ছে ৭০ থেকে ৮০ টাকা। শিম ৮০ টাকা, দেশি শসা ৬০ টাকা, করলা ১২০ টাকা, গাজর (দেশি) ৫০টাকা, চিচিঙ্গা ১০০ টাকা, বরবটি ও ঢেড়স ১০০ টাকা, পটল ১০০ টাকা, মিষ্টি কুমড়া ৩০ টাকা কেজিতে বিক্রি হচ্ছে। টমেটো ৪০ থেকে ৫০ টাকা, কাঁচামরিচ ১২০ থেকে ১৬০ টাকা কেজিতে বিক্রি করছেন বিক্রেতারা। এছাড়া, কাঁচা পেঁপে ৩০ টাকা, ফুলকপি ও বাঁধাকপির পিস ৪০ থেকে ৫০ টাকা এবং প্রতিপিস লাউ বিক্রি হচ্ছে ৬০ থেকে ৮০ টাকায়। বাজারে প্রতিকেজি আলু ২০ থেকে ২৫ টাকা, দেশি পেঁয়াজ মানভেদে ৫০ থেকে ৬০ টাকা, রসুন ১২০ থেকে ১৪০ টাকা এবং আদা ১৬০ থেকে ১৮০ টাকা কেজিতে বিক্রি হচ্ছে। [45,548,404,686]
article-headline-nagari-mohan[interactable]: নগরীতে মহান [1177,1266,1262,1284]
article-body-continued: গ্রামের বাসিন্দা সুজন কুমার দাস ও স্থানীয় সাক্ষীরা জানান, শিশুটি খেলতে গিয়ে পুকুরে পড়ে যায়। পরে স্বজনরা তাকে উদ্ধার করে হাসপাতালে নিলে চিকিৎসক মৃত ঘোষণা করেন। এ ঘটনায় এলাকায় শোকের ছায়া নেমে আসে। [1143,1131,1296,1252]
article-body-continued: সকলকে দেশের উন্নয়ন ও অগ্রগতির জন্য কাজ করার আহ্বান জানানো হয়। অনুষ্ঠানে বিভিন্ন শ্রেণি-পেশার মানুষ উপস্থিত ছিলেন। [421,1849,571,1915]
section-divider [45,844,404,845]
article-headline-ruet[interactable]: রুয়েটে [475,924,517,942]
masthead [45,9,1452,54]
article-headline-progotir[interactable]: প্রগতির [1197,192,1243,210]
column-rule [413,63,414,2338]
column-2 [421,63,571,2462]
continuation-note: শেষ পৃষ্ঠার পর [1192,216,1248,228]
section-divider [1143,1770,1296,1771]
article-source: তথ্যসূত্র: বিডিনিউজ [588,1428,668,1440]
article-body: Monogold কফ সিরাপ- ২৯ বোতল, Tuscorex কফ সিরাপ- ১০ বোতল এবং Choco কফ সিরাপ- ০১ বোতল (মালিকবিহীন) জব্দ করতে সক্ষম হয়। জব্দকৃত মালামাল থানায় হস্তান্তর করা হয়েছে। অপর অভিযানে ESKUF সিরাপ (মালিকবিহীন) জব্দ করা হয়। জব্দকৃত মালামালের সিজার লিস্ট প্রস্তুত করে পরবর্তী আইনানুগ ব্যবস্থা গ্রহণের জন্য সংশ্লিষ্ট কর্তৃপক্ষের নিকট হস্তান্তর প্রক্রিয়া চলমান রয়েছে। [588,493,1126,560]
article-lead-paragraph: নওগাঁয় দিনব্যাপী পথবইমেলা অনুষ্ঠিত হয়েছে। নওগাঁ সাহিত্য পরিষদ মুক্তির মঞ্চে জেলা পরিষদ কেন্দ্রীয় পার্কের সামনে এই বইমেলার আয়োজন করে। [45,174,404,205]
article-body: ২২ জন কবি তাদের লেখা পাঠ ও আবৃত্তি করেন। অনুষ্ঠানে স্থানীয় সাহিত্যপ্রেমীরা উপস্থিত ছিলেন এবং আগামী ১ মে নিয়মিত আসর অনুষ্ঠিত হবে বলে জানানো হয়। [1143,237,1296,322]
article-body-continued: করে সন্ত্রাসীদের এক একটি তালিকা তৈরি করে থানা পুলিশকে দেওয়া হয়। মাদকের বিরুদ্ধে সামাজিক আন্দোলন গড়ে তোলার আহ্বান জানান বক্তারা। [421,1555,571,1639]
article-headline-europe-garments[interactable]: ইউরোপে পোশাক [167,1204,282,1225]
